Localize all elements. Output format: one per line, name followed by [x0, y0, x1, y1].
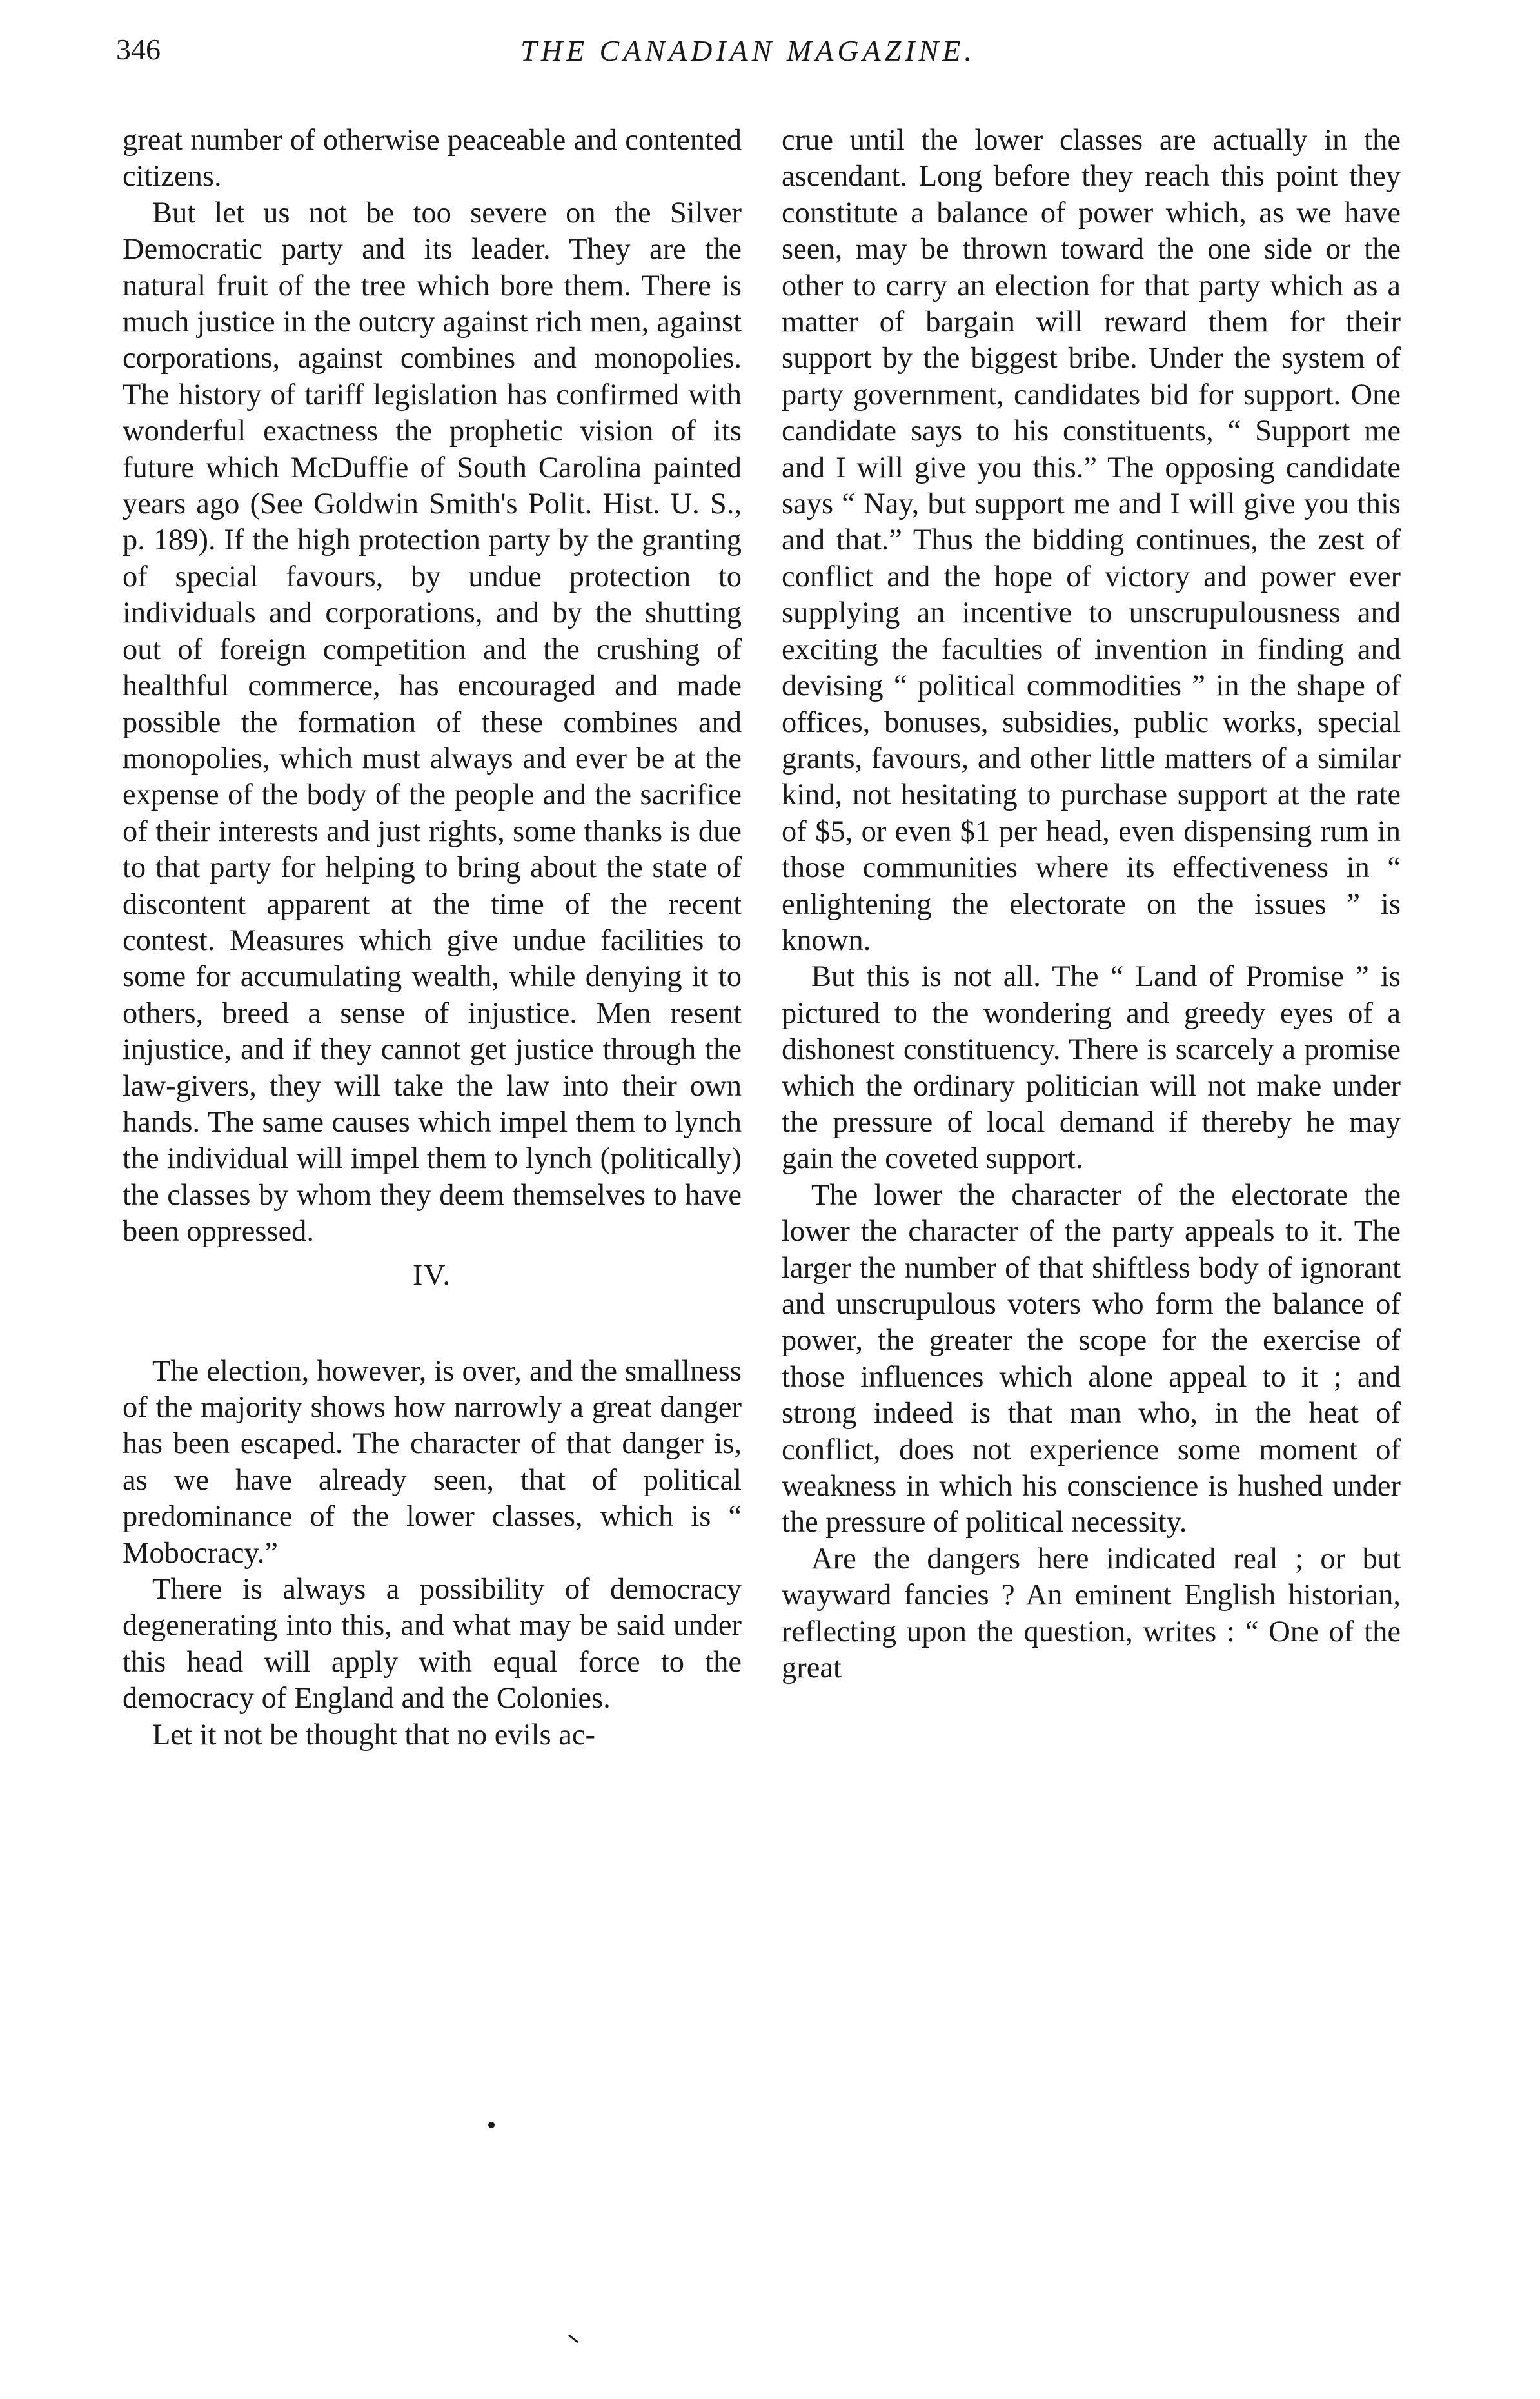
left-paragraph-4: There is always a possibility of democracy degenerating into this, and what may be said under this head will apply with equal force to the democracy of England and the Colonies.	[123, 1573, 742, 1715]
right-paragraph-1: crue until the lower classes are actually in the ascendant. Long before they reach this point they constitute a balance of power which, as we have seen, may be thrown toward the one side or the other to carry an election for that party which as a matter of bargain will reward them for their support by the biggest bribe. Under the system of party government, candidates bid for support. One candidate says to his constituents, “ Support me and I will give you this.” The opposing candidate says “ Nay, but support me and I will give you this and that.” Thus the bidding continues, the zest of conflict and the hope of victory and power ever supplying an incentive to unscrupulousness and exciting the faculties of invention in finding and devising “ political commodities ” in the shape of offices, bonuses, subsidies, public works, special grants, favours, and other little matters of a similar kind, not hesitating to purchase support at the rate of $5, or even $1 per head, even dispensing rum in those communities where its effectiveness in “ enlightening the electorate on the issues ” is known.	[782, 124, 1401, 957]
left-paragraph-2: But let us not be too severe on the Silver Democratic party and its leader. They are the natural fruit of the tree which bore them. There is much justice in the outcry against rich men, against corporations, against combines and monopolies. The history of tariff legislation has confirmed with wonderful exactness the prophetic vision of its future which McDuffie of South Carolina painted years ago (See Goldwin Smith's Polit. Hist. U. S., p. 189). If the high protection party by the granting of special favours, by undue protection to individuals and corporations, and by the shutting out of foreign competition and the crushing of healthful commerce, has encouraged and made possible the formation of these combines and monopolies, which must always and ever be at the expense of the body of the people and the sacrifice of their interests and just rights, some thanks is due to that party for helping to bring about the state of discontent apparent at the time of the recent contest. Measures which give undue facilities to some for accumulating wealth, while denying it to others, breed a sense of injustice. Men resent injustice, and if they cannot get justice through the law-givers, they will take the law into their own hands. The same causes which impel them to lynch the individual will impel them to lynch (politically) the classes by whom they deem themselves to have been oppressed.	[123, 196, 742, 1249]
section-heading: IV.	[412, 1258, 452, 1291]
stray-ink-mark	[568, 2335, 578, 2343]
running-head	[116, 26, 1380, 84]
right-column	[782, 123, 1401, 1686]
right-paragraph-2: But this is not all. The “ Land of Promise ” is pictured to the wondering and greedy eyes of a dishonest constituency. There is scarcely a promise which the ordinary politician will not make under the pressure of local demand if thereby he may gain the coveted support.	[782, 960, 1401, 1176]
journal-title: THE CANADIAN MAGAZINE.	[520, 34, 976, 67]
left-paragraph-3: The election, however, is over, and the smallness of the majority shows how narrowly a great danger has been escaped. The character of that danger is, as we have already seen, that of political predominance of the lower classes, which is “ Mobocracy.”	[123, 1354, 742, 1570]
left-paragraph-5: Let it not be thought that no evils ac-	[152, 1718, 596, 1752]
right-paragraph-4: Are the dangers here indicated real ; or but wayward fancies ? An eminent English historian, reflecting upon the question, writes : “ One of the great	[782, 1542, 1401, 1685]
right-paragraph-3: The lower the character of the electorate the lower the character of the party appeals to it. The larger the number of that shiftless body of ignorant and unscrupulous voters who form the balance of power, the greater the scope for the exercise of those influences which alone appeal to it ; and strong indeed is that man who, in the heat of conflict, does not experience some moment of weakness in which his conscience is hushed under the pressure of political necessity.	[782, 1178, 1401, 1539]
printer-dot-mark	[488, 2122, 495, 2128]
page-number: 346	[116, 33, 161, 66]
left-column	[123, 123, 742, 1753]
left-paragraph-1: great number of otherwise peaceable and contented citizens.	[123, 124, 742, 193]
